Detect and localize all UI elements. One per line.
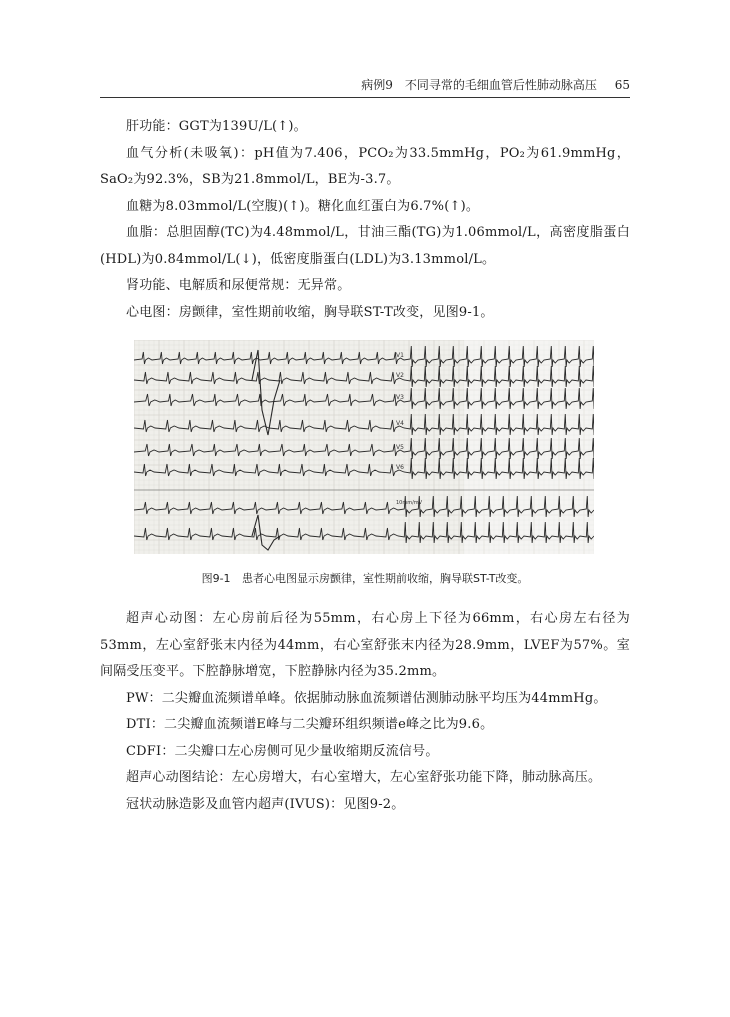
ecg-lead-label: V6 <box>396 464 404 471</box>
figure-caption-text: 患者心电图显示房颤律，室性期前收缩，胸导联ST-T改变。 <box>242 572 529 585</box>
paragraph-ivus: 冠状动脉造影及血管内超声(IVUS)：见图9-2。 <box>126 796 405 812</box>
paragraph-echocardiography: 超声心动图：左心房前后径为55mm，右心房上下径为66mm，右心房左右径为53mm，左心室舒张末内径为44mm，右心室舒张末内径为28.9mm，LVEF为57%。室间隔受压变平。下腔静脉增宽，下腔静脉内径为35.2mm。 <box>100 611 630 679</box>
paragraph-echo-conclusion: 超声心动图结论：左心房增大，右心室增大，左心室舒张功能下降，肺动脉高压。 <box>126 770 602 785</box>
figure-caption <box>100 570 630 586</box>
ecg-lead-label: V1 <box>396 352 404 359</box>
lab-results-section <box>100 114 630 326</box>
ecg-lead-label: V3 <box>396 394 404 401</box>
paragraph-cdfi: CDFI：二尖瓣口左心房侧可见少量收缩期反流信号。 <box>126 743 439 759</box>
ecg-lead-label: V5 <box>396 444 404 451</box>
paragraph-dti: DTI：二尖瓣血流频谱E峰与二尖瓣环组织频谱e峰之比为9.6。 <box>126 717 494 732</box>
paragraph-blood-glucose: 血糖为8.03mmol/L(空腹)(↑)。糖化血红蛋白为6.7%(↑)。 <box>126 198 480 214</box>
echo-section <box>100 606 630 818</box>
running-title: 病例9 不同寻常的毛细血管后性肺动脉高压 <box>361 78 597 92</box>
figure-label: 图9-1 <box>201 572 231 585</box>
ecg-image <box>134 340 594 554</box>
running-header <box>100 76 630 93</box>
ecg-speed-label: 10mm/mV <box>396 500 423 506</box>
paragraph-renal-function: 肾功能、电解质和尿便常规：无异常。 <box>126 278 351 293</box>
page-number: 65 <box>614 78 630 92</box>
ecg-lead-label: V2 <box>396 372 404 379</box>
paragraph-liver-function: 肝功能：GGT为139U/L(↑)。 <box>126 119 307 134</box>
paragraph-blood-gas: 血气分析(未吸氧)：pH值为7.406，PCO₂为33.5mmHg，PO₂为61.9mmHg，SaO₂为92.3%，SB为21.8mmol/L，BE为-3.7。 <box>100 145 630 187</box>
header-rule <box>100 97 630 98</box>
ecg-lead-label: V4 <box>396 420 404 427</box>
paragraph-blood-lipids: 血脂：总胆固醇(TC)为4.48mmol/L，甘油三酯(TG)为1.06mmol/L，高密度脂蛋白(HDL)为0.84mmol/L(↓)，低密度脂蛋白(LDL)为3.13mmol/L。 <box>100 225 630 267</box>
ecg-pvc-complex <box>252 350 280 435</box>
ecg-figure <box>134 340 594 554</box>
paragraph-pw: PW：二尖瓣血流频谱单峰。依据肺动脉血流频谱估测肺动脉平均压为44mmHg。 <box>126 690 607 706</box>
paragraph-ecg: 心电图：房颤律，室性期前收缩，胸导联ST-T改变，见图9-1。 <box>126 304 494 320</box>
